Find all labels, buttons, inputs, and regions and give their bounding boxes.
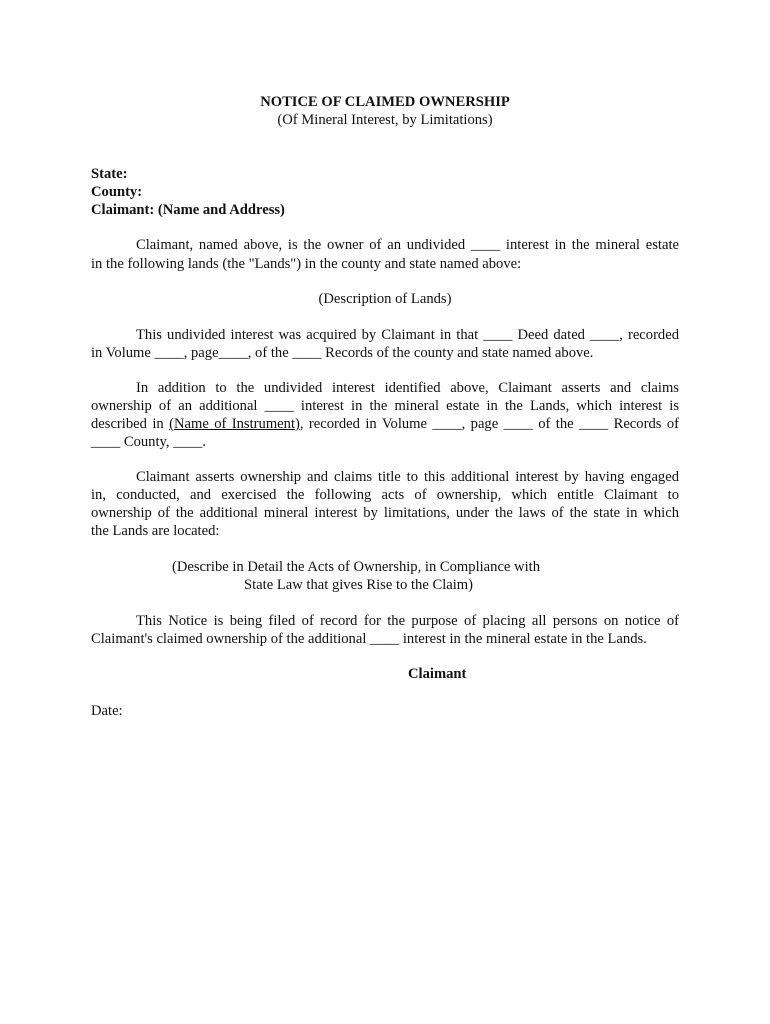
document-title: NOTICE OF CLAIMED OWNERSHIP bbox=[260, 94, 510, 110]
paragraph-line: This undivided interest was acquired by Claimant in that ____ Deed dated ____, recorded bbox=[136, 327, 679, 343]
paragraph-line: in the following lands (the "Lands") in the county and state named above: bbox=[91, 256, 522, 272]
paragraph-line bbox=[91, 415, 679, 433]
acts-description-line: (Describe in Detail the Acts of Ownership, in Compliance with bbox=[172, 559, 541, 575]
paragraph-line: in Volume ____, page____, of the ____ Records of the county and state named above. bbox=[91, 345, 594, 361]
paragraph-line: in, conducted, and exercised the following acts of ownership, which entitle Claimant to bbox=[91, 487, 679, 503]
paragraph-line: the Lands are located: bbox=[91, 523, 220, 539]
description-of-lands: (Description of Lands) bbox=[318, 291, 452, 307]
name-of-instrument: (Name of Instrument) bbox=[169, 416, 300, 432]
document-subtitle: (Of Mineral Interest, by Limitations) bbox=[277, 112, 493, 128]
paragraph-line: ownership of the additional mineral interest by limitations, under the laws of the state in which bbox=[91, 505, 679, 521]
claimant-label: Claimant: (Name and Address) bbox=[91, 202, 285, 218]
acts-description-line: State Law that gives Rise to the Claim) bbox=[244, 577, 473, 593]
date-label: Date: bbox=[91, 703, 123, 719]
paragraph-line: ____ County, ____. bbox=[91, 434, 206, 450]
paragraph-line: Claimant's claimed ownership of the additional ____ interest in the mineral estate in the Lands. bbox=[91, 631, 647, 647]
state-label: State: bbox=[91, 166, 128, 182]
claimant-signature-label: Claimant bbox=[408, 666, 467, 682]
paragraph-line: In addition to the undivided interest identified above, Claimant asserts and claims bbox=[136, 380, 679, 396]
paragraph-text: , recorded in Volume ____, page ____ of the ____ Records of bbox=[299, 416, 679, 432]
paragraph-line: This Notice is being filed of record for the purpose of placing all persons on notice of bbox=[136, 613, 679, 629]
paragraph-line: Claimant asserts ownership and claims title to this additional interest by having engaged bbox=[136, 469, 679, 485]
paragraph-line: Claimant, named above, is the owner of an undivided ____ interest in the mineral estate bbox=[136, 237, 679, 253]
county-label: County: bbox=[91, 184, 143, 200]
paragraph-line: ownership of an additional ____ interest in the mineral estate in the Lands, which interest is bbox=[91, 398, 679, 414]
paragraph-text: described in bbox=[91, 416, 170, 432]
